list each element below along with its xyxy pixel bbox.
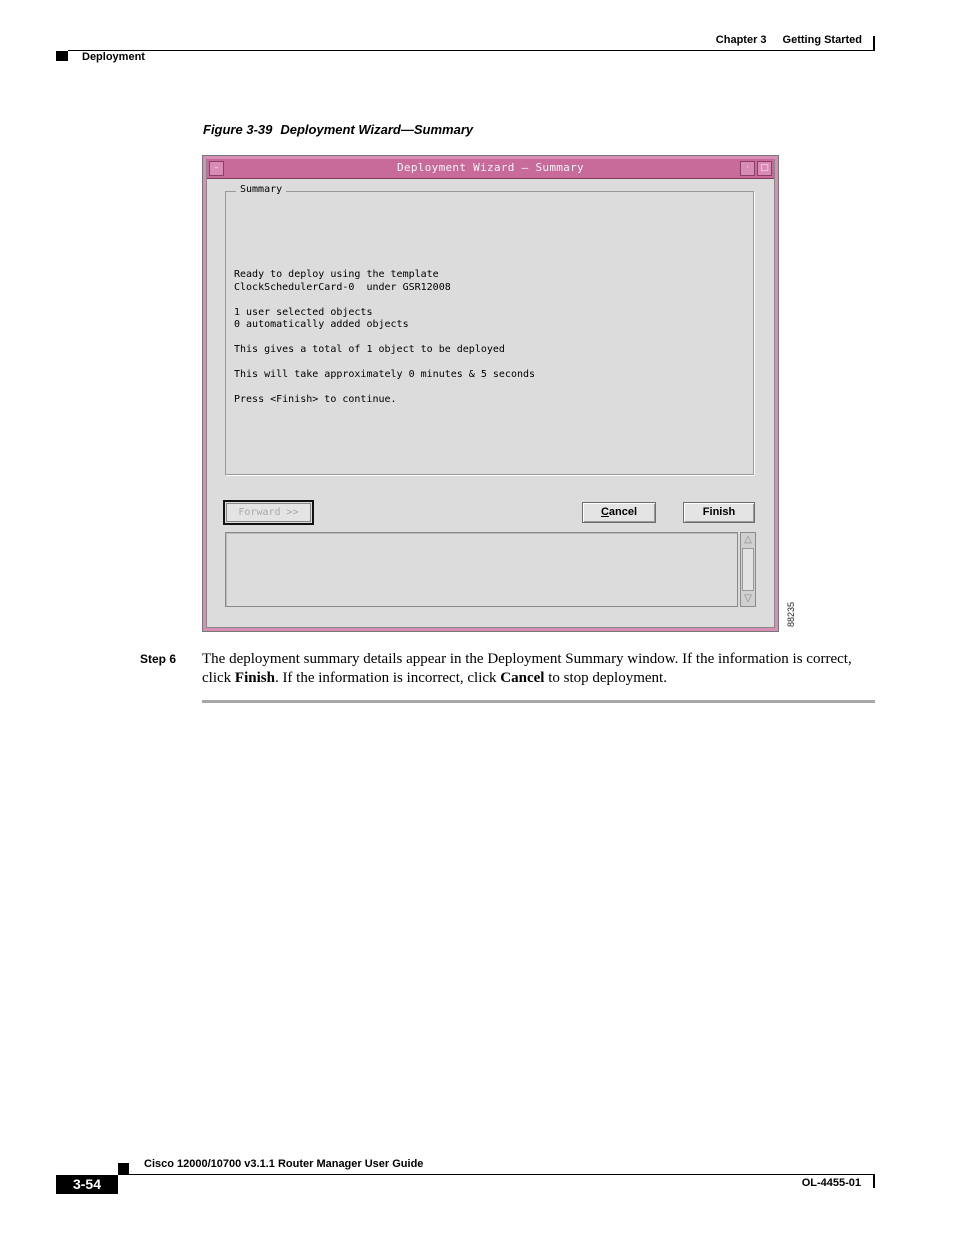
summary-group-label: Summary xyxy=(236,184,286,195)
cancel-mnemonic: C xyxy=(600,506,609,518)
footer-block-mark xyxy=(118,1163,129,1174)
page-number: 3-54 xyxy=(56,1175,118,1194)
header-block-mark xyxy=(56,51,68,61)
deployment-wizard-window xyxy=(202,155,779,632)
summary-text xyxy=(234,269,535,407)
summary-line: Ready to deploy using the template xyxy=(234,269,439,280)
summary-line xyxy=(234,294,535,307)
step-bold-cancel: Cancel xyxy=(500,670,545,686)
scroll-up-icon[interactable]: △ xyxy=(744,534,752,545)
finish-button[interactable]: Finish xyxy=(683,502,755,523)
forward-button[interactable]: Forward >> xyxy=(223,500,314,525)
summary-line: ClockSchedulerCard-0 under GSR12008 xyxy=(234,281,451,293)
summary-line: Press <Finish> to continue. xyxy=(234,394,397,405)
scroll-thumb[interactable] xyxy=(742,548,754,591)
header-rule xyxy=(68,50,875,51)
summary-line: This gives a total of 1 object to be deployed xyxy=(234,344,505,355)
step-text-part: to stop deployment. xyxy=(544,670,667,686)
running-header-section: Deployment xyxy=(82,51,145,63)
message-area[interactable] xyxy=(225,532,738,607)
document-id: OL-4455-01 xyxy=(801,1177,861,1189)
summary-line: 1 user selected objects xyxy=(234,306,373,318)
footer-guide-title: Cisco 12000/10700 v3.1.1 Router Manager User Guide xyxy=(144,1158,424,1170)
cancel-button[interactable] xyxy=(582,502,656,523)
cancel-label: ancel xyxy=(608,506,638,518)
footer-rule-mark xyxy=(873,1174,875,1188)
minimize-icon[interactable]: · xyxy=(740,161,755,176)
figure-id: 88235 xyxy=(786,601,796,627)
step-description xyxy=(202,650,872,688)
summary-line: 0 automatically added objects xyxy=(234,319,409,330)
step-text-part: The deployment summary details appear in the Deployment Summary window. If the information is correct, click xyxy=(202,651,852,686)
chapter-number: Chapter 3 xyxy=(715,34,767,46)
figure-title: Deployment Wizard—Summary xyxy=(280,122,474,137)
window-titlebar[interactable] xyxy=(207,159,774,179)
step-text-part: . If the information is incorrect, click xyxy=(274,670,501,686)
footer-rule xyxy=(118,1174,875,1175)
chapter-title: Getting Started xyxy=(782,34,862,46)
step-end-rule xyxy=(202,700,875,703)
maximize-icon[interactable]: □ xyxy=(757,161,772,176)
summary-group xyxy=(225,184,754,475)
summary-line xyxy=(234,332,535,345)
figure-number: Figure 3-39 xyxy=(203,122,273,137)
step-bold-finish: Finish xyxy=(234,670,275,686)
window-menu-icon[interactable]: – xyxy=(209,161,224,176)
step-label: Step 6 xyxy=(140,652,177,666)
window-title: Deployment Wizard — Summary xyxy=(397,161,584,174)
summary-line xyxy=(234,357,535,370)
header-rule-mark xyxy=(873,36,875,51)
summary-line xyxy=(234,382,535,395)
summary-line: This will take approximately 0 minutes & 5 seconds xyxy=(234,369,536,380)
scroll-down-icon[interactable]: ▽ xyxy=(744,593,752,604)
figure-caption xyxy=(203,122,473,137)
running-header-chapter xyxy=(716,34,862,46)
message-scrollbar[interactable] xyxy=(740,532,756,607)
